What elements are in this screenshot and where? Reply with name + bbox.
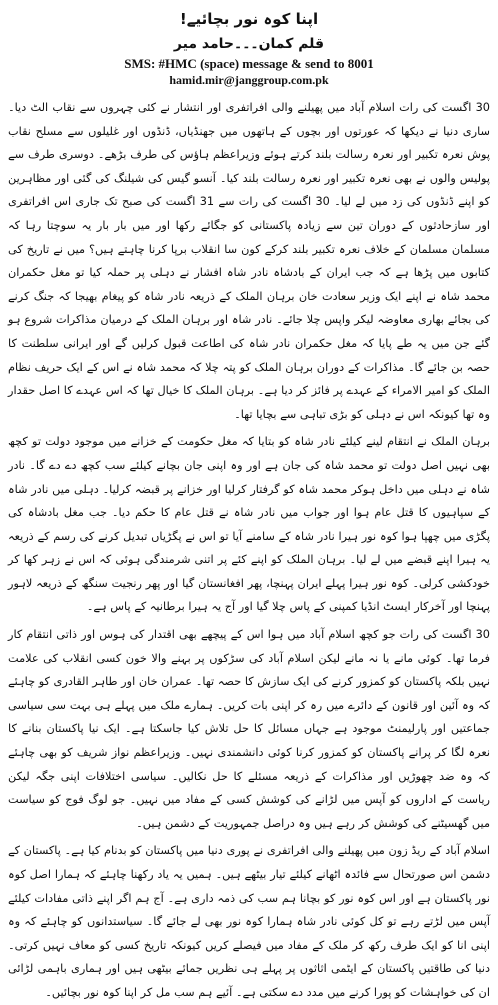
article-headline: اپنا کوہ نور بچائیے! — [179, 10, 319, 28]
article-paragraph: 30 اگست کی رات جو کچھ اسلام آباد میں ہوا اس کے پیچھے بھی اقتدار کی ہوس اور ذاتی انتقام کار فرما تھا۔ کوئی مانے یا نہ مانے لیکن اسلام آباد کی سڑکوں پر بہنے والا خون کسی انقلاب کی علامت نہیں بلکہ پاکستان کو کمزور کرنے کی ایک سازش کا حصہ تھا۔ عمران خان اور طاہر القادری کو چاہئے کہ وہ آئین اور قانون کے دائرے میں رہ کر اپنی بات کریں۔ ہمارے ملک میں پہلے ہی بہت سی سیاسی جماعتیں اور پارلیمنٹ موجود ہے جہاں مسائل کا حل تلاش کیا جاسکتا ہے۔ ایک نیا پاکستان بنانے کا نعرہ لگا کر پرانے پاکستان کو کمزور کرنا کوئی دانشمندی نہیں۔ وزیراعظم نواز شریف کو بھی چاہئے کہ وہ ضد چھوڑیں اور مذاکرات کے ذریعہ مسئلے کا حل نکالیں۔ سیاسی اختلافات اپنی جگہ لیکن ریاست کے اداروں کو آپس میں لڑانے کی کوشش کسی کے مفاد میں نہیں۔ جو لوگ فوج کو سیاست میں گھسیٹنے کی کوشش کر رہے ہیں وہ دراصل جمہوریت کے دشمن ہیں۔ — [8, 628, 490, 830]
article-body — [8, 96, 490, 1005]
article-paragraph: اسلام آباد کے ریڈ زون میں پھیلنے والی افراتفری نے پوری دنیا میں پاکستان کو بدنام کیا ہے۔ پاکستان کے دشمن اس صورتحال سے فائدہ اٹھانے کیلئے تیار بیٹھے ہیں۔ ہمیں یہ یاد رکھنا چاہئے کہ ہمارا اصل کوہ نور پاکستان ہے اور اس کوہ نور کو بچانا ہم سب کی ذمہ داری ہے۔ آج ہم اگر اپنے ذاتی مفادات کیلئے آپس میں لڑتے رہے تو کل کوئی نادر شاہ ہمارا کوہ نور بھی لے جائے گا۔ سیاستدانوں کو چاہئے کہ وہ اپنی انا کو ایک طرف رکھ کر ملک کے مفاد میں فیصلے کریں کیونکہ تاریخ کسی کو معاف نہیں کرتی۔ دنیا کی طاقتیں پاکستان کے ایٹمی اثاثوں پر پہلے ہی نظریں جمائے بیٹھی ہیں اور ہماری باہمی لڑائی ان کی خواہشات کو پورا کرنے میں مدد دے سکتی ہے۔ آئیے ہم سب مل کر اپنا کوہ نور بچائیں۔ — [8, 844, 490, 999]
author-email: hamid.mir@janggroup.com.pk — [169, 73, 329, 87]
sms-instructions: SMS: #HMC (space) message & send to 8001 — [124, 56, 374, 71]
article-paragraph: 30 اگست کی رات اسلام آباد میں پھیلنے والی افراتفری اور انتشار نے کئی چہروں سے نقاب الٹ دیا۔ ساری دنیا نے دیکھا کہ عورتوں اور بچوں کے ہاتھوں میں جھنڈیاں، ڈنڈوں اور غلیلوں سے مسلح نقاب پوش نعرہ تکبیر اور نعرہ رسالت بلند کرتے ہوئے وزیراعظم ہاؤس کی طرف بڑھے۔ دوسری طرف سے پولیس والوں نے بھی نعرہ تکبیر اور نعرہ رسالت بلند کیا۔ آنسو گیس کی شیلنگ کی گئی اور مظاہرین کو اپنے ڈنڈوں کی زد میں لے لیا۔ 30 اگست کی رات سے 31 اگست کی صبح تک جاری اس افراتفری اور سازحادثوں کے دوران تین سے زیادہ پاکستانی کو جگائے رکھا اور میں بار بار یہ سوچتا رہا کہ مسلمان مسلمان کے خلاف نعرہ تکبیر بلند کرکے کون سا انقلاب برپا کرنا چاہتے ہیں؟ میں نے تاریخ کی کتابوں میں پڑھا ہے کہ جب ایران کے بادشاہ نادر شاہ افشار نے دہلی پر حملہ کیا تو مغل حکمران محمد شاہ نے اپنے ایک وزیر سعادت خان برہان الملک کے ذریعہ نادر شاہ کو پیغام بھیجا کہ جنگ کرنے کی بجائے بھاری معاوضہ لیکر واپس چلا جائے۔ نادر شاہ اور برہان الملک کے درمیان مذاکرات شروع ہو گئے جن میں یہ طے پایا کہ مغل حکمران نادر شاہ کی اطاعت قبول کرلیں گے اور ایرانی سلطنت کا حصہ بن جائے گا۔ مذاکرات کے دوران برہان الملک کو پتہ چلا کہ محمد شاہ نے اس کے ایک حریف نظام الملک کو امیر الامراء کے عہدے پر فائز کر دیا ہے۔ برہان الملک کا خیال تھا کہ اس عہدے کا اصل حقدار وہ تھا کیونکہ اس نے دہلی کو بڑی تباہی سے بچایا تھا۔ — [8, 101, 490, 421]
article-byline: قلم کمان۔۔۔حامد میر — [173, 36, 325, 52]
article-paragraph: برہان الملک نے انتقام لینے کیلئے نادر شاہ کو بتایا کہ مغل حکومت کے خزانے میں موجود دولت تو کچھ بھی نہیں اصل دولت تو محمد شاہ کی جان ہے اور وہ اپنی جان بچانے کیلئے سب کچھ دے دے گا۔ نادر شاہ نے دہلی میں داخل ہوکر محمد شاہ کو گرفتار کرلیا اور خزانے پر قبضہ کرلیا۔ دہلی میں نادر شاہ کے سپاہیوں کا قتل عام ہوا اور جواب میں نادر شاہ نے قتل عام کا حکم دیا۔ جب مغل بادشاہ کی پگڑی میں چھپا ہوا کوہ نور ہیرا نادر شاہ کے سامنے آیا تو اس نے پگڑیاں تبدیل کرنے کی رسم کے ذریعہ یہ ہیرا اپنے قبضے میں لے لیا۔ برہان الملک کو اپنے کئے پر اتنی شرمندگی ہوئی کہ اس نے زہر کھا کر خودکشی کرلی۔ کوہ نور ہیرا پہلے ایران پہنچا، پھر افغانستان گیا اور پھر رنجیت سنگھ کے ذریعہ لاہور پہنچا اور آخرکار ایسٹ انڈیا کمپنی کے پاس چلا گیا اور آج یہ ہیرا برطانیہ کے پاس ہے۔ — [8, 435, 490, 614]
